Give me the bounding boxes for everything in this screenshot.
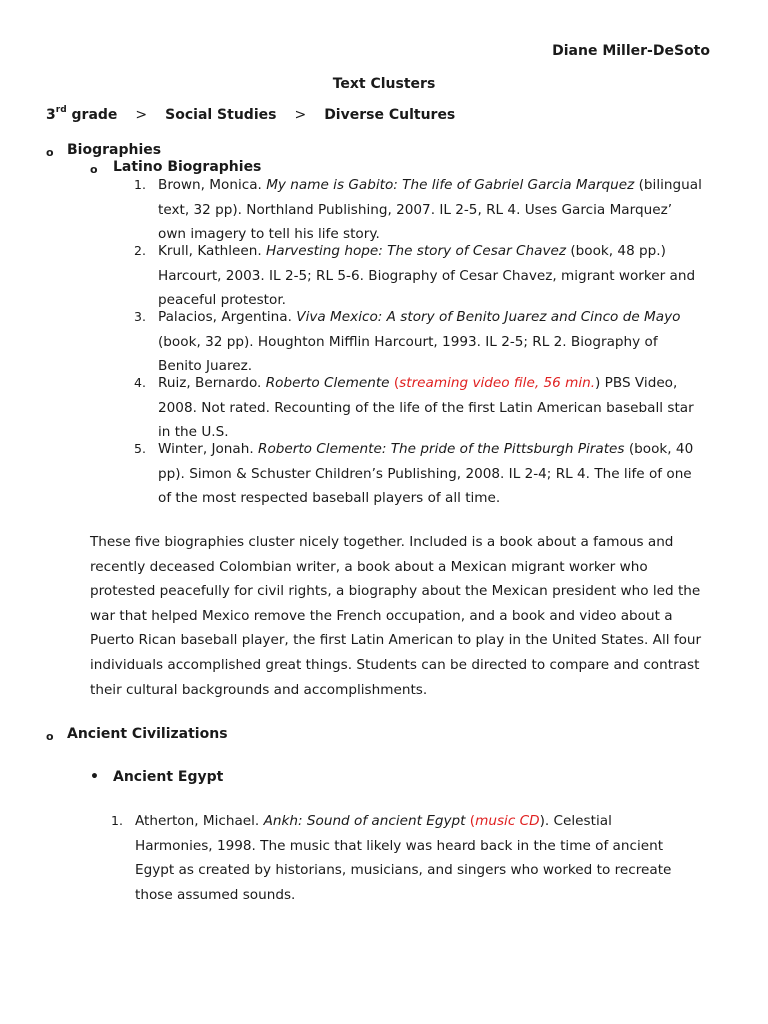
egypt-entry-1: 1. Atherton, Michael. Ankh: Sound of ancient Egypt (music CD). Celestial Harmonies, 1998. The music that likely was heard back in the time of ancient Egypt as created by historians, musicians, and singers who worked to recreate those assumed sounds.	[111, 809, 691, 907]
music-cd-link[interactable]: music CD	[475, 813, 540, 829]
book-title: Roberto Clemente: The pride of the Pittsburgh Pirates	[258, 441, 625, 457]
streaming-video-link[interactable]: streaming video file, 56 min.	[399, 375, 596, 391]
hollow-bullet-icon: o	[46, 146, 54, 159]
book-title: Viva Mexico: A story of Benito Juarez and Cinco de Mayo	[296, 309, 681, 325]
section-heading-ancient-civilizations: Ancient Civilizations	[67, 726, 228, 742]
breadcrumb-subject: Social Studies	[165, 107, 277, 123]
book-title: Harvesting hope: The story of Cesar Chavez	[266, 243, 567, 259]
entry-number: 1.	[111, 813, 123, 828]
breadcrumb-separator: >	[294, 107, 307, 123]
biography-entry-5: 5. Winter, Jonah. Roberto Clemente: The pride of the Pittsburgh Pirates (book, 40 pp). Simon & Schuster Children’s Publishing, 2008. IL 2-4; RL 4. The life of one of the most respected baseball players of all time.	[134, 437, 704, 511]
breadcrumb	[46, 107, 455, 123]
biography-entry-4: 4. Ruiz, Bernardo. Roberto Clemente (streaming video file, 56 min.) PBS Video, 2008. Not rated. Recounting of the life of the first Latin American baseball star in the U.S.	[134, 371, 704, 445]
breadcrumb-topic: Diverse Cultures	[324, 107, 456, 123]
page-title: Text Clusters	[332, 76, 436, 92]
biography-entry-3: 3. Palacios, Argentina. Viva Mexico: A story of Benito Juarez and Cinco de Mayo (book, 32 pp). Houghton Mifflin Harcourt, 1993. IL 2-5; RL 2. Biography of Benito Juarez.	[134, 305, 704, 379]
section-heading-biographies: Biographies	[67, 142, 162, 158]
biographies-summary: These five biographies cluster nicely together. Included is a book about a famous and recently deceased Colombian writer, a book about a Mexican migrant worker who protested peacefully for civil rights, a biography about the Mexican president who led the war that helped Mexico remove the French occupation, and a book and video about a Puerto Rican baseball player, the first Latin American to play in the United States. All four individuals accomplished great things. Students can be directed to compare and contrast their cultural backgrounds and accomplishments.	[90, 534, 702, 698]
video-title: Roberto Clemente	[265, 375, 390, 391]
hollow-bullet-icon: o	[90, 163, 98, 176]
entry-number: 2.	[134, 243, 146, 258]
biography-entry-2: 2. Krull, Kathleen. Harvesting hope: The story of Cesar Chavez (book, 48 pp.) Harcourt, 2003. IL 2-5; RL 5-6. Biography of Cesar Chavez, migrant worker and peaceful protestor.	[134, 239, 704, 313]
subheading-latino-biographies: Latino Biographies	[113, 159, 262, 175]
biography-entry-1: 1. Brown, Monica. My name is Gabito: The life of Gabriel Garcia Marquez (bilingual text, 32 pp). Northland Publishing, 2007. IL 2-5, RL 4. Uses Garcia Marquez’ own imagery to tell his life story.	[134, 173, 704, 247]
entry-number: 5.	[134, 441, 146, 456]
entry-number: 4.	[134, 375, 146, 390]
subheading-ancient-egypt: Ancient Egypt	[113, 769, 224, 785]
hollow-bullet-icon: o	[46, 730, 54, 743]
author-name: Diane Miller-DeSoto	[552, 43, 710, 59]
book-title: My name is Gabito: The life of Gabriel Garcia Marquez	[266, 177, 635, 193]
breadcrumb-separator: >	[135, 107, 148, 123]
breadcrumb-grade: 3rd grade	[46, 105, 118, 123]
album-title: Ankh: Sound of ancient Egypt	[263, 813, 466, 829]
entry-number: 1.	[134, 177, 146, 192]
entry-number: 3.	[134, 309, 146, 324]
solid-bullet-icon: •	[90, 769, 99, 785]
